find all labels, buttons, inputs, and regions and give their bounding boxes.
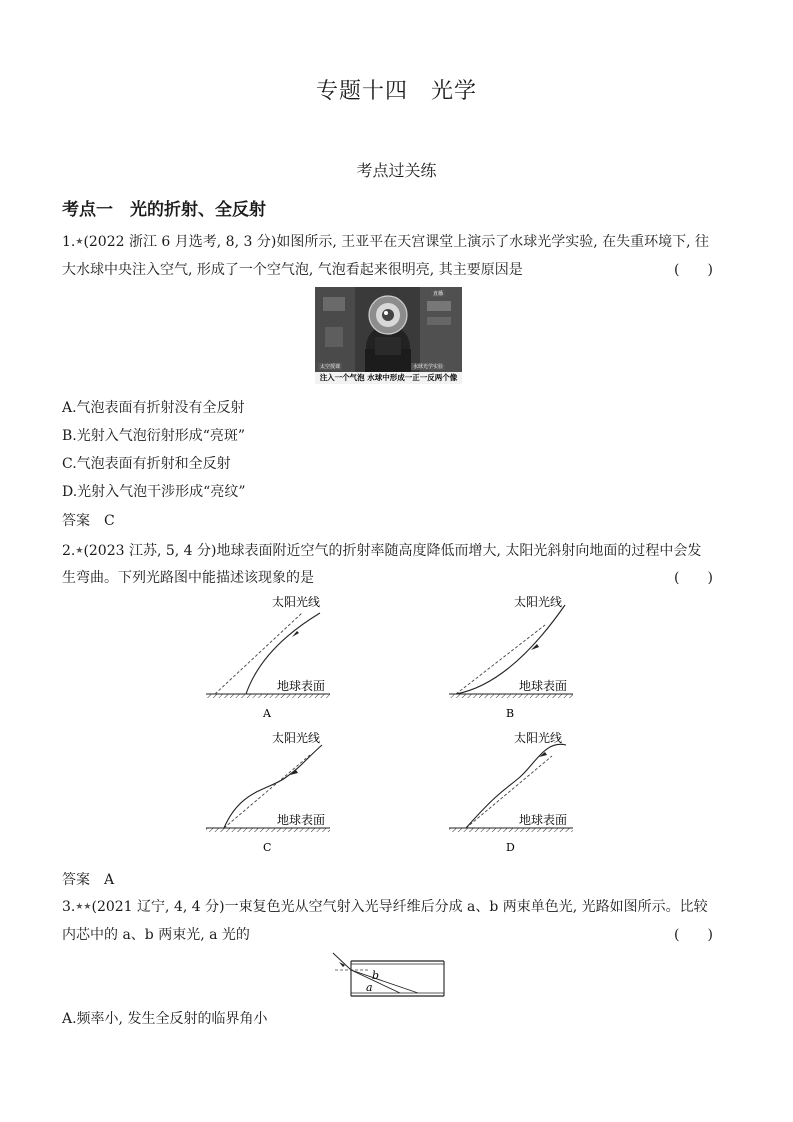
difficulty-star-icon: ★ <box>75 237 84 247</box>
figure-c-label: C <box>263 841 272 854</box>
figure-a-ground-label: 地球表面 <box>277 679 326 693</box>
q1-option-b: B.光射入气泡衍射形成“亮斑” <box>62 428 246 444</box>
photo-caption: 注入一个气泡 水球中形成一正一反两个像 <box>315 372 462 384</box>
figure-a-sun-label: 太阳光线 <box>272 595 321 609</box>
q3-line1 <box>62 896 708 916</box>
section-heading: 考点一 光的折射、全反射 <box>62 200 266 220</box>
figure-b-sun-label: 太阳光线 <box>514 595 563 609</box>
figure-b <box>449 594 573 720</box>
q1-answer-bracket: ( ) <box>674 262 713 278</box>
q1-option-a: A.气泡表面有折射没有全反射 <box>62 400 245 416</box>
q1-option-d: D.光射入气泡干涉形成“亮纹” <box>62 484 246 500</box>
difficulty-star-icon: ★ <box>75 546 84 556</box>
q3-line2: 内芯中的 a、b 两束光, a 光的 <box>62 927 250 943</box>
figure-b-ground-label: 地球表面 <box>519 679 568 693</box>
q1-text-1: (2022 浙江 6 月选考, 8, 3 分)如图所示, 王亚平在天宫课堂上演示了水球光学实验, 在失重环境下, 往 <box>83 234 710 250</box>
q3-answer-bracket: ( ) <box>674 927 713 943</box>
q1-number: 1. <box>62 234 76 250</box>
figure-a-label: A <box>263 707 271 720</box>
q1-line2: 大水球中央注入空气, 形成了一个空气泡, 气泡看起来很明亮, 其主要原因是 <box>62 262 523 278</box>
page-title: 专题十四 光学 <box>315 79 477 104</box>
page-subtitle: 考点过关练 <box>356 161 437 180</box>
q2-answer-bracket: ( ) <box>674 570 713 586</box>
figure-c-ground-label: 地球表面 <box>277 813 326 827</box>
figure-d <box>449 730 573 854</box>
q1-answer: 答案 C <box>62 513 115 529</box>
q2-line2: 生弯曲。下列光路图中能描述该现象的是 <box>62 570 314 586</box>
q3-fig-a-label: a <box>366 981 373 994</box>
q1-option-c: C.气泡表面有折射和全反射 <box>62 456 231 472</box>
figure-c <box>206 730 330 854</box>
q3-number: 3. <box>62 899 76 915</box>
figure-c-sun-label: 太阳光线 <box>272 731 321 745</box>
q2-text-1: (2023 江苏, 5, 4 分)地球表面附近空气的折射率随高度降低而增大, 太阳光斜射向地面的过程中会发 <box>83 543 702 559</box>
q2-answer: 答案 A <box>62 872 115 888</box>
q3-option-a: A.频率小, 发生全反射的临界角小 <box>62 1011 268 1027</box>
difficulty-star-icon: ★★ <box>75 902 92 912</box>
photo-tag-top: 直播 <box>433 291 444 297</box>
photo-tag-right: 水球光学实验 <box>413 364 444 370</box>
photo-tag-left: 太空授课 <box>320 364 341 370</box>
q2-number: 2. <box>62 543 76 559</box>
figure-d-sun-label: 太阳光线 <box>514 731 563 745</box>
figure-b-label: B <box>506 707 515 720</box>
q3-text-1: (2021 辽宁, 4, 4 分)一束复色光从空气射入光导纤维后分成 a、b 两束单色光, 光路如图所示。比较 <box>91 899 708 915</box>
figure-a <box>206 594 330 720</box>
figure-d-ground-label: 地球表面 <box>519 813 568 827</box>
q3-fiber-figure <box>333 953 444 996</box>
figure-d-label: D <box>506 841 515 854</box>
q3-fig-b-label: b <box>372 969 380 982</box>
